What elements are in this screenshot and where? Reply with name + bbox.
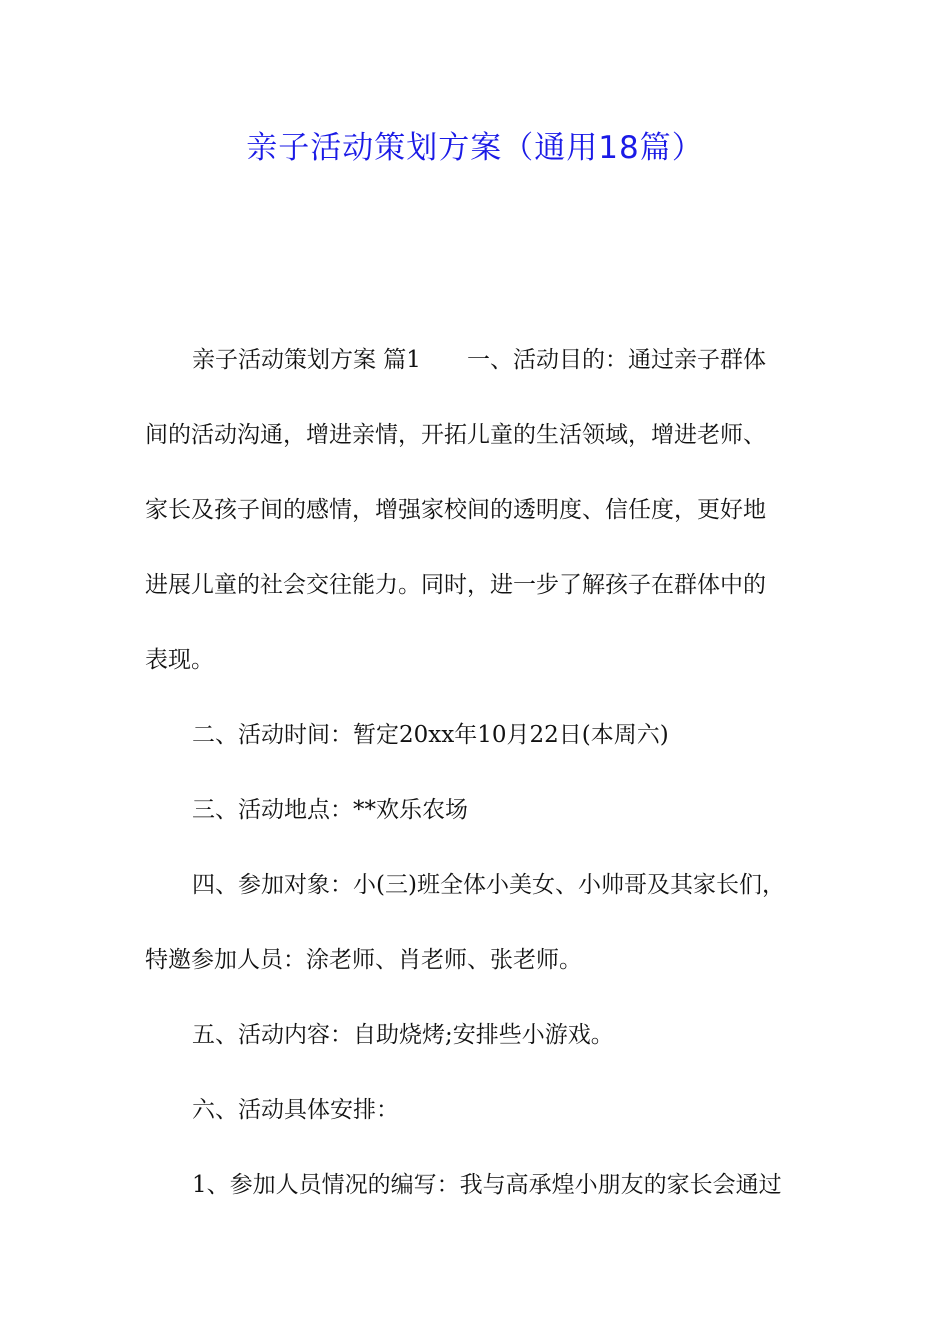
paragraph-line: 间的活动沟通，增进亲情，开拓儿童的生活领域，增进老师、 <box>145 422 766 448</box>
paragraph-line: 1、参加人员情况的编写：我与高承煌小朋友的家长会通过 <box>192 1172 782 1198</box>
paragraph-line: 四、参加对象：小(三)班全体小美女、小帅哥及其家长们， <box>192 872 785 898</box>
paragraph-line: 二、活动时间：暂定20xx年10月22日(本周六) <box>192 722 669 748</box>
paragraph-line: 五、活动内容：自助烧烤;安排些小游戏。 <box>192 1022 614 1048</box>
paragraph-line: 亲子活动策划方案 篇1 一、活动目的：通过亲子群体 <box>192 347 766 373</box>
document-body <box>145 341 815 1241</box>
document-title: 亲子活动策划方案（通用18篇） <box>246 130 704 166</box>
paragraph-line: 特邀参加人员：涂老师、肖老师、张老师。 <box>145 947 582 973</box>
paragraph-line: 三、活动地点：**欢乐农场 <box>192 797 468 823</box>
paragraph-line: 家长及孩子间的感情，增强家校间的透明度、信任度，更好地 <box>145 497 766 523</box>
paragraph-line: 进展儿童的社会交往能力。同时，进一步了解孩子在群体中的 <box>145 572 766 598</box>
paragraph-line: 六、活动具体安排： <box>192 1097 399 1123</box>
paragraph-line: 表现。 <box>145 647 214 673</box>
